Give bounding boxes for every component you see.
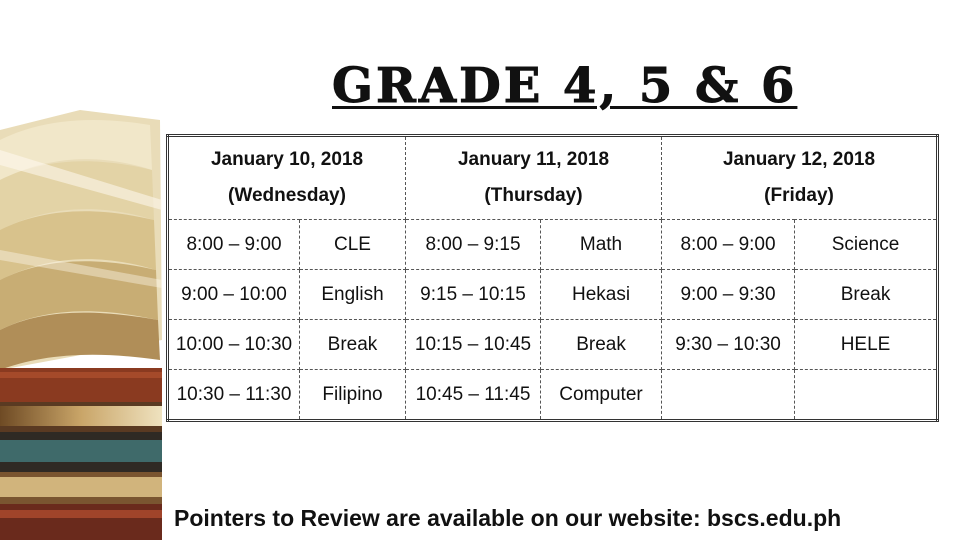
subject-cell: Computer xyxy=(541,370,662,421)
header-row xyxy=(168,136,938,220)
table-row xyxy=(168,270,938,320)
time-cell: 9:00 – 10:00 xyxy=(168,270,300,320)
exam-schedule-table xyxy=(166,134,939,422)
website-note: Pointers to Review are available on our website: bscs.edu.ph xyxy=(174,505,842,531)
time-cell: 9:00 – 9:30 xyxy=(662,270,795,320)
day-weekday: (Friday) xyxy=(764,185,834,206)
subject-cell: CLE xyxy=(300,220,406,270)
subject-cell: Science xyxy=(795,220,938,270)
subject-cell: Break xyxy=(541,320,662,370)
page-title: GRADE 4, 5 & 6 xyxy=(332,58,798,114)
table-row xyxy=(168,320,938,370)
day-header-thursday xyxy=(406,136,662,220)
time-cell: 9:30 – 10:30 xyxy=(662,320,795,370)
subject-cell: Filipino xyxy=(300,370,406,421)
time-cell: 8:00 – 9:15 xyxy=(406,220,541,270)
table-row xyxy=(168,370,938,421)
subject-cell xyxy=(795,370,938,421)
time-cell: 8:00 – 9:00 xyxy=(662,220,795,270)
day-date: January 10, 2018 xyxy=(210,149,364,170)
time-cell xyxy=(662,370,795,421)
day-weekday: (Wednesday) xyxy=(228,185,346,206)
day-header-friday xyxy=(662,136,938,220)
day-date: January 12, 2018 xyxy=(722,149,876,170)
day-date: January 11, 2018 xyxy=(457,149,610,170)
subject-cell: HELE xyxy=(795,320,938,370)
open-book-image xyxy=(0,110,162,540)
time-cell: 9:15 – 10:15 xyxy=(406,270,541,320)
subject-cell: Break xyxy=(300,320,406,370)
time-cell: 8:00 – 9:00 xyxy=(168,220,300,270)
day-weekday: (Thursday) xyxy=(484,185,583,206)
subject-cell: English xyxy=(300,270,406,320)
time-cell: 10:00 – 10:30 xyxy=(168,320,300,370)
subject-cell: Hekasi xyxy=(541,270,662,320)
time-cell: 10:15 – 10:45 xyxy=(406,320,541,370)
subject-cell: Break xyxy=(795,270,938,320)
time-cell: 10:30 – 11:30 xyxy=(168,370,300,421)
time-cell: 10:45 – 11:45 xyxy=(406,370,541,421)
subject-cell: Math xyxy=(541,220,662,270)
day-header-wednesday xyxy=(168,136,406,220)
table-row xyxy=(168,220,938,270)
